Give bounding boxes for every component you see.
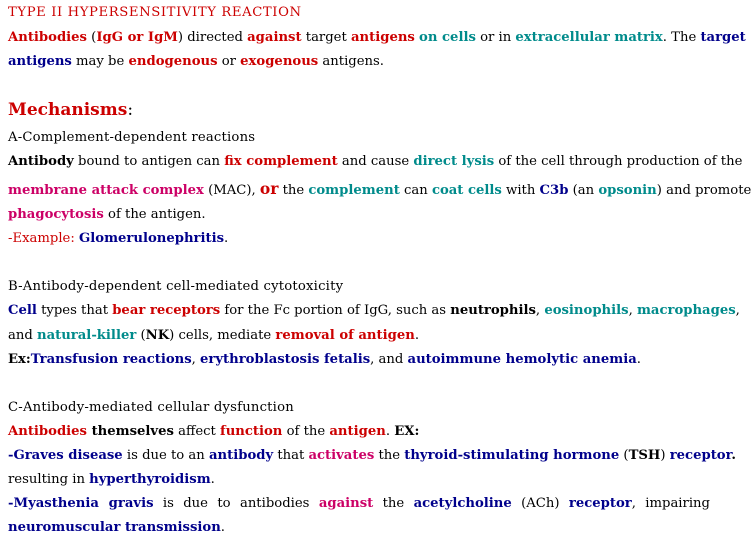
section-a-line-3: phagocytosis of the antigen. <box>8 207 206 222</box>
section-a-example: -Example: Glomerulonephritis. <box>8 231 229 246</box>
term-exogenous: exogenous <box>240 54 319 69</box>
section-c-line-4: -Myasthenia gravis is due to antibodies against the acetylcholine (ACh) receptor, impairing <box>8 496 710 511</box>
section-c-heading: C-Antibody-mediated cellular dysfunction <box>8 400 294 415</box>
term-on-cells: on cells <box>419 30 476 45</box>
section-c-line-1: Antibodies themselves affect function of the antigen. EX: <box>8 424 420 439</box>
term-endogenous: endogenous <box>128 54 218 69</box>
section-c-line-2: -Graves disease is due to an antibody that activates the thyroid-stimulating hormone (TSH) receptor. <box>8 448 736 463</box>
term-antigens-2: antigens <box>8 54 72 69</box>
section-b-heading: B-Antibody-dependent cell-mediated cytotoxicity <box>8 279 344 294</box>
term-igg-igm: IgG or IgM <box>96 30 178 45</box>
term-antigens: antigens <box>350 30 415 45</box>
term-against: against <box>247 30 302 45</box>
section-b-line-1: Cell types that bear receptors for the Fc portion of IgG, such as neutrophils, eosinophils, macrophages, <box>8 303 740 318</box>
term-extracellular-matrix: extracellular matrix <box>515 30 663 45</box>
section-b-line-2: and natural-killer (NK) cells, mediate removal of antigen. <box>8 328 420 343</box>
intro-line-2: antigens may be endogenous or exogenous antigens. <box>8 54 384 69</box>
term-target: target <box>700 30 746 45</box>
section-a-line-2: membrane attack complex (MAC), or the complement can coat cells with C3b (an opsonin) and promote <box>8 179 751 198</box>
section-a-heading: A-Complement-dependent reactions <box>8 130 256 145</box>
mechanisms-heading: Mechanisms: <box>8 100 134 120</box>
page-title: TYPE II HYPERSENSITIVITY REACTION <box>8 5 302 20</box>
term-antibodies: Antibodies <box>8 30 87 45</box>
section-c-line-5: neuromuscular transmission. <box>8 520 225 535</box>
section-a-line-1: Antibody bound to antigen can fix complement and cause direct lysis of the cell through production of the <box>8 154 743 169</box>
intro-line-1: Antibodies (IgG or IgM) directed against target antigens on cells or in extracellular matrix. The target <box>8 30 746 45</box>
section-b-line-3: Ex:Transfusion reactions, erythroblastosis fetalis, and autoimmune hemolytic anemia. <box>8 352 641 367</box>
section-c-line-3: resulting in hyperthyroidism. <box>8 472 215 487</box>
